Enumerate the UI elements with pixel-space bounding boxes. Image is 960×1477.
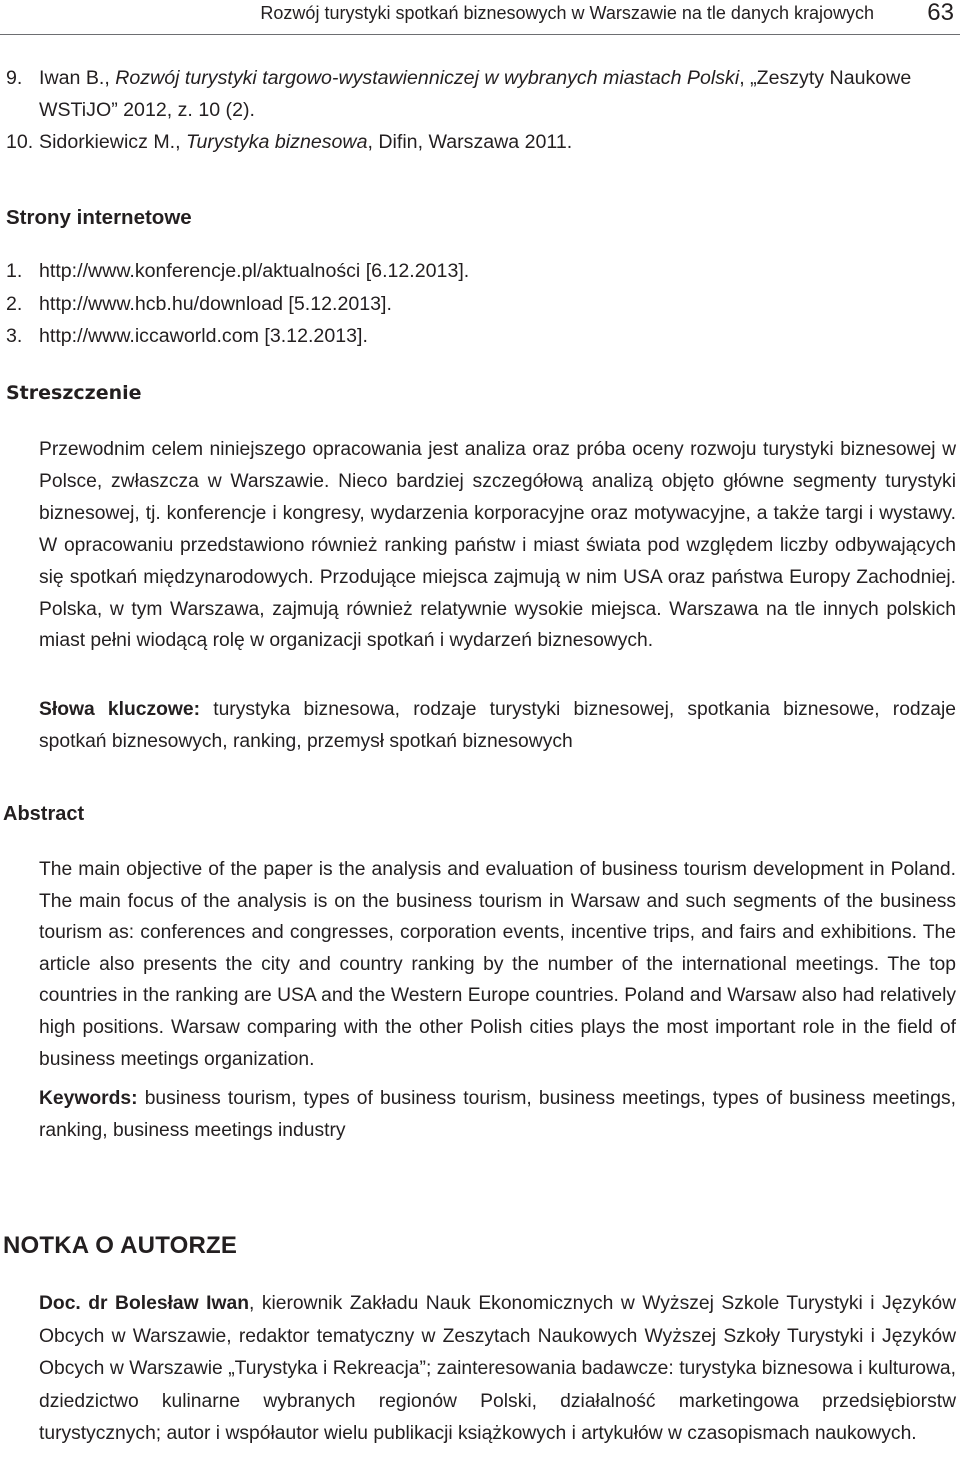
website-list — [6, 255, 954, 353]
reference-list — [6, 62, 954, 158]
author-name: Doc. dr Bolesław Iwan — [39, 1293, 249, 1314]
reference-source: , Difin, Warszawa 2011. — [367, 131, 573, 153]
keywords-label: Keywords: — [39, 1088, 138, 1109]
abstract-keywords — [39, 1083, 956, 1146]
keywords-text: business tourism, types of business tourism, business meetings, types of business meetings, ranking, business meetings industry — [39, 1088, 956, 1141]
reference-number: 9. — [6, 67, 23, 89]
website-number: 2. — [6, 292, 23, 315]
website-number: 3. — [6, 325, 23, 347]
reference-number: 10. — [6, 131, 34, 153]
keywords-text: turystyka biznesowa, rodzaje turystyki biznesowej, spotkania biznesowe, rodzaje spotkań biznesowych, ranking, przemysł spotkań biznesowych — [39, 699, 957, 752]
website-number: 1. — [6, 260, 23, 282]
website-link: http://www.hcb.hu/download [5.12.2013]. — [39, 292, 392, 315]
reference-author: Sidorkiewicz M., — [39, 131, 186, 153]
streszczenie-text: Przewodnim celem niniejszego opracowania jest analiza oraz próba oceny rozwoju turystyki biznesowej w Polsce, zwłaszcza w Warszawie. Nieco bardziej szczegółową analizą objęto główne segmenty turystyki biznesowej, tj. konferencje i kongresy, wydarzenia korporacyjne oraz motywacyjne, a także targi i wystawy. W opracowaniu przedstawiono również ranking państw i miast świata pod względem liczby odbywających się spotkań międzynarodowych. Przodujące miejsca zajmują w nim USA oraz państwa Europy Zachodniej. Polska, w tym Warszawa, zajmują również relatywnie wysokie miejsca. Warszawa na tle innych polskich miast pełni wiodącą rolę w organizacji spotkań i wydarzeń biznesowych. — [39, 439, 956, 652]
reference-title: Rozwój turystyki targowo-wystawienniczej w wybranych miastach Polski — [115, 67, 740, 89]
author-note-heading: NOTKA O AUTORZE — [3, 1232, 238, 1259]
website-item — [6, 320, 954, 353]
website-item — [6, 255, 954, 288]
website-item — [6, 288, 954, 321]
keywords-label: Słowa kluczowe: — [39, 699, 201, 720]
running-title: Rozwój turystyki spotkań biznesowych w Warszawie na tle danych krajowych — [260, 3, 874, 23]
author-note-text — [39, 1288, 956, 1451]
website-link: http://www.konferencje.pl/aktualności [6.12.2013]. — [39, 260, 470, 282]
reference-title: Turystyka biznesowa — [185, 131, 368, 153]
website-link: http://www.iccaworld.com [3.12.2013]. — [39, 325, 368, 347]
websites-heading: Strony internetowe — [6, 206, 192, 229]
author-bio: , kierownik Zakładu Nauk Ekonomicznych w Wyższej Szkole Turystyki i Języków Obcych w Warszawie, redaktor tematyczny w Zeszytach Naukowych Wyższej Szkoły Turystyki i Języków Obcych w Warszawie „Turystyka i Rekreacja”; zainteresowania badawcze: turystyka biznesowa i kulturowa, dziedzictwo kulinarne wybranych regionów Polski, działalność marketingowa przedsiębiorstw turystycznych; autor i współautor wielu publikacji książkowych i artykułów w czasopismach naukowych. — [39, 1293, 956, 1445]
running-header — [0, 0, 960, 35]
abstract-text: The main objective of the paper is the analysis and evaluation of business tourism development in Poland. The main focus of the analysis is on the business tourism in Warsaw and such segments of the business tourism as: conferences and congresses, corporation events, incentive trips, and fairs and exhibitions. The article also presents the city and country ranking by the number of the international meetings. The top countries in the ranking are USA and the Western Europe countries. Poland and Warsaw also had relatively high positions. Warsaw comparing with the other Polish cities plays the most important role in the field of business meetings organization. — [39, 859, 956, 1070]
reference-source: , „Zeszyty Naukowe WSTiJO” 2012, z. 10 (2). — [39, 67, 912, 121]
streszczenie-keywords — [39, 694, 956, 757]
abstract-heading: Abstract — [3, 803, 85, 825]
reference-item — [6, 126, 954, 158]
streszczenie-heading: Streszczenie — [6, 382, 142, 404]
reference-item — [6, 62, 954, 126]
page-number: 63 — [927, 0, 954, 26]
reference-author: Iwan B., — [39, 67, 116, 89]
